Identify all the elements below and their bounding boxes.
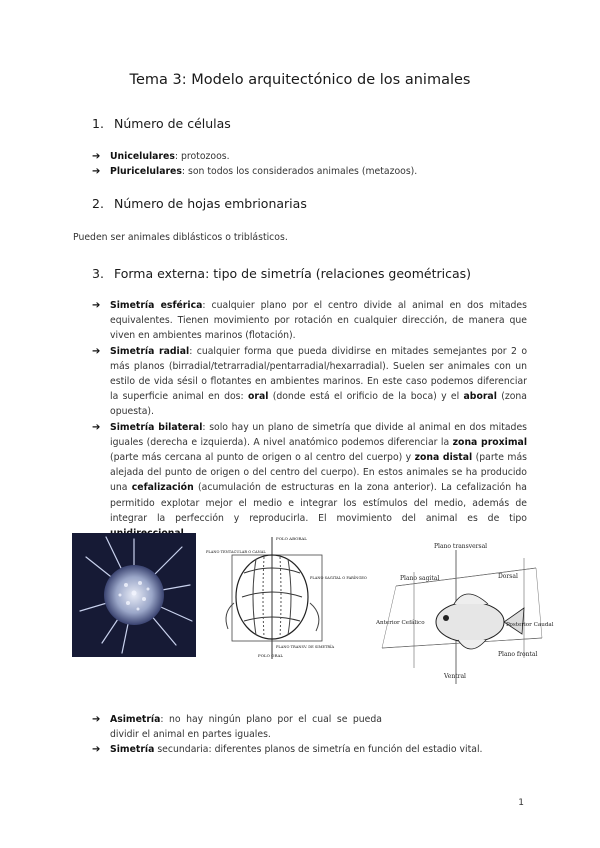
symmetry-list xyxy=(92,298,527,541)
list-item xyxy=(92,149,532,164)
page-number: 1 xyxy=(518,798,524,808)
term: Simetría xyxy=(110,744,155,756)
arrow-icon: ➔ xyxy=(92,300,101,311)
item-text: : protozoos. xyxy=(174,151,230,162)
label-ventral: Ventral xyxy=(444,673,466,680)
arrow-icon: ➔ xyxy=(92,421,101,433)
label-polo-oral: POLO ORAL xyxy=(258,653,284,658)
section-number: 3. xyxy=(92,266,104,281)
radiolarian-drawing xyxy=(72,533,196,657)
arrow-icon: ➔ xyxy=(92,744,101,756)
label-posterior: Posterior Caudal xyxy=(506,622,554,628)
term: aboral xyxy=(463,391,497,403)
label-anterior: Anterior Cefálico xyxy=(376,620,425,626)
section-title: Número de células xyxy=(113,116,231,131)
page-title: Tema 3: Modelo arquitectónico de los animales xyxy=(129,72,471,88)
term: Asimetría xyxy=(110,714,161,725)
fish-planes-drawing xyxy=(374,538,554,688)
term: Simetría esférica xyxy=(110,300,203,311)
item-text: (acumulación de estructuras en la zona anterior). La cefalización ha permitido explotar mejor el medio e integrar los estímulos del medio, además de integrar la perfección y reproducirla. El movimiento del animal es de tipo xyxy=(110,482,527,524)
label-plano-transversal: Plano transversal xyxy=(434,543,488,550)
item-text: (zona opuesta). xyxy=(110,391,527,418)
radial-symmetry-diagram xyxy=(204,533,367,663)
item-text: : solo hay un plano de simetría que divide al animal en dos mitades iguales (derecha e izquierda). A nivel anatómico podemos diferenciar la xyxy=(110,421,528,448)
term: zona distal xyxy=(414,452,473,464)
list-item xyxy=(92,712,382,742)
cell-number-list xyxy=(92,149,532,179)
label-polo-aboral: POLO ABORAL xyxy=(276,536,307,541)
list-item xyxy=(92,344,527,420)
item-text: (parte más cercana al punto de origen o al centro del cuerpo) y xyxy=(110,452,415,464)
label-plano-transversal: PLANO TRANSV. DE SIMETRÍA xyxy=(276,645,335,649)
term: zona proximal xyxy=(452,436,528,448)
label-plano-tentacular: PLANO TENTACULAR O CANAL xyxy=(206,550,266,554)
spherical-organism-image xyxy=(72,533,196,657)
section-heading-3 xyxy=(92,266,471,281)
section-title: Forma externa: tipo de simetría (relaciones geométricas) xyxy=(113,266,472,281)
arrow-icon: ➔ xyxy=(92,151,101,162)
section-number: 2. xyxy=(92,196,104,211)
list-item xyxy=(92,298,527,344)
symmetry-list-continued xyxy=(92,712,532,758)
list-item xyxy=(92,742,532,757)
section-number: 1. xyxy=(92,116,104,131)
arrow-icon: ➔ xyxy=(92,714,101,725)
term: Unicelulares xyxy=(110,151,175,162)
label-plano-frontal: Plano frontal xyxy=(498,651,538,658)
bilateral-symmetry-diagram xyxy=(374,538,554,688)
item-text: (donde está el orificio de la boca) y el xyxy=(268,391,464,403)
item-text: : no hay ningún plano por el cual se pueda dividir el animal en partes iguales. xyxy=(110,714,382,741)
list-item xyxy=(92,164,532,179)
item-text: : cualquier plano por el centro divide al animal en dos mitades equivalentes. Tienen movimiento por rotación en cualquier dirección, de manera que viven en ambientes marinos (flotación). xyxy=(110,300,527,342)
item-text: : cualquier forma que pueda dividirse en mitades semejantes por 2 o más planos (birradial/tetrarradial/pentarradial/hexarradial). Suelen ser animales con un estilo de vida sésil o flotantes en ambientes marinos. En este caso podemos diferenciar la superficie animal en dos: xyxy=(110,345,528,403)
term: Simetría bilateral xyxy=(110,421,203,433)
paragraph: Pueden ser animales diblásticos o triblásticos. xyxy=(73,232,288,243)
label-dorsal: Dorsal xyxy=(498,573,518,580)
arrow-icon: ➔ xyxy=(92,345,101,357)
section-heading-1 xyxy=(92,116,231,131)
item-text: : son todos los considerados animales (metazoos). xyxy=(181,166,418,178)
section-title: Número de hojas embrionarias xyxy=(113,196,307,211)
term: cefalización xyxy=(131,482,194,494)
term: Pluricelulares xyxy=(110,166,182,178)
label-plano-sagital: Plano sagital xyxy=(400,575,440,582)
section-heading-2 xyxy=(92,196,307,211)
label-plano-sagital: PLANO SAGITAL O FARÍNGEO xyxy=(310,576,367,580)
item-text: secundaria: diferentes planos de simetría en función del estadio vital. xyxy=(154,744,483,756)
arrow-icon: ➔ xyxy=(92,166,101,178)
term: Simetría radial xyxy=(110,345,190,357)
term: oral xyxy=(247,391,269,403)
list-item xyxy=(92,420,527,542)
item-text: (parte más alejada del punto de origen o del centro del cuerpo). En estos animales se ha producido una xyxy=(110,452,527,494)
ctenophore-drawing xyxy=(204,533,367,663)
